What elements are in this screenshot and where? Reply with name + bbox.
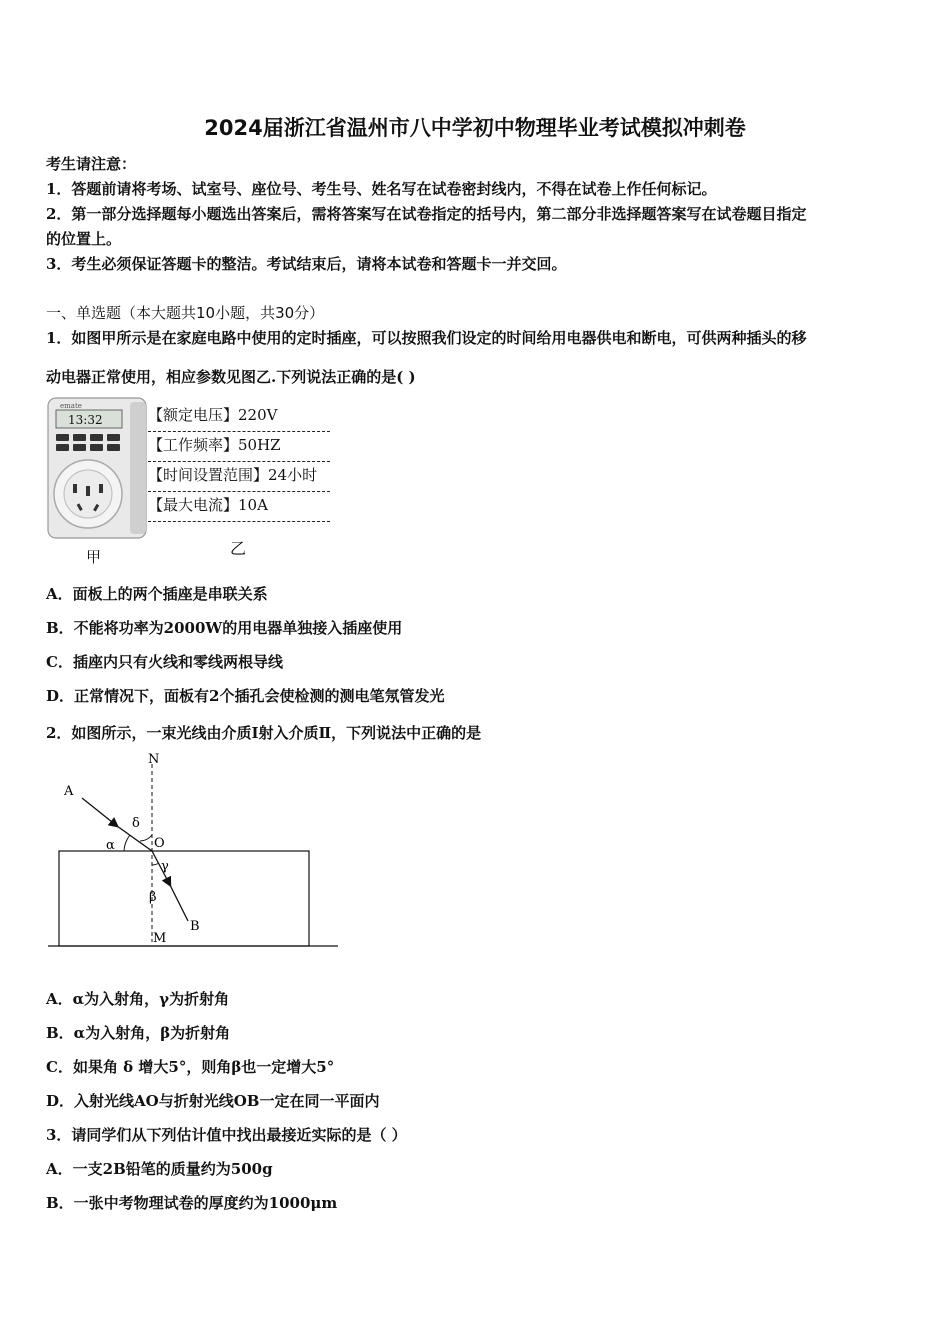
q2-option-b[interactable]: B．α为入射角，β为折射角 xyxy=(46,1024,231,1042)
notice-item-2: 2．第一部分选择题每小题选出答案后，需将答案写在试卷指定的括号内，第二部分非选择题答案写在试卷题目指定 xyxy=(46,205,807,223)
figure-label-a: 甲 xyxy=(86,548,102,566)
param-rated-voltage: 【额定电压】220V xyxy=(148,402,330,432)
device-display: 13:32 xyxy=(68,413,103,427)
q2-option-d[interactable]: D．入射光线AO与折射光线OB一定在同一平面内 xyxy=(46,1092,380,1110)
notice-item-2-cont: 的位置上。 xyxy=(46,230,122,248)
label-N: N xyxy=(148,752,160,767)
label-delta: δ xyxy=(132,816,140,831)
q1-option-c[interactable]: C．插座内只有火线和零线两根导线 xyxy=(46,653,283,671)
timer-socket-figure xyxy=(46,396,150,544)
q2-option-c[interactable]: C．如果角 δ 增大5°，则角β也一定增大5° xyxy=(46,1058,335,1076)
q2-stem: 2．如图所示，一束光线由介质Ⅰ射入介质Ⅱ，下列说法中正确的是 xyxy=(46,724,482,742)
q1-stem-line2: 动电器正常使用，相应参数见图乙.下列说法正确的是( ) xyxy=(46,368,416,386)
section-heading: 一、单选题（本大题共10小题，共30分） xyxy=(46,304,325,322)
param-time-range: 【时间设置范围】24小时 xyxy=(148,462,330,492)
label-gamma: γ xyxy=(161,859,169,874)
label-alpha: α xyxy=(106,838,115,853)
q3-option-a[interactable]: A．一支2B铅笔的质量约为500g xyxy=(46,1160,273,1178)
q1-option-a[interactable]: A．面板上的两个插座是串联关系 xyxy=(46,585,268,603)
refracted-ray xyxy=(170,885,188,921)
incident-ray-arrow xyxy=(82,798,117,826)
q3-stem: 3．请同学们从下列估计值中找出最接近实际的是（ ） xyxy=(46,1126,407,1144)
page-title: 2024届浙江省温州市八中学初中物理毕业考试模拟冲刺卷 xyxy=(204,116,746,140)
q2-option-a[interactable]: A．α为入射角，γ为折射角 xyxy=(46,990,230,1008)
notice-item-1: 1．答题前请将考场、试室号、座位号、考生号、姓名写在试卷密封线内，不得在试卷上作任何标记。 xyxy=(46,180,717,198)
q1-option-b[interactable]: B．不能将功率为2000W的用电器单独接入插座使用 xyxy=(46,619,403,637)
param-table xyxy=(148,402,330,522)
label-A: A xyxy=(64,784,74,799)
param-max-current: 【最大电流】10A xyxy=(148,492,330,522)
label-beta: β xyxy=(149,890,157,905)
label-M: M xyxy=(153,931,167,946)
figure-label-b: 乙 xyxy=(230,539,247,558)
label-O: O xyxy=(154,836,165,851)
param-frequency: 【工作频率】50HZ xyxy=(148,432,330,462)
device-brand: emate xyxy=(60,402,82,410)
notice-item-3: 3．考生必须保证答题卡的整洁。考试结束后，请将本试卷和答题卡一并交回。 xyxy=(46,255,567,273)
refraction-diagram xyxy=(40,750,350,956)
q1-stem-line1: 1．如图甲所示是在家庭电路中使用的定时插座，可以按照我们设定的时间给用电器供电和断电，可供两种插头的移 xyxy=(46,329,807,347)
q1-option-d[interactable]: D．正常情况下，面板有2个插孔会使检测的测电笔氖管发光 xyxy=(46,687,445,705)
notice-heading: 考生请注意： xyxy=(46,155,137,173)
label-B: B xyxy=(190,919,200,934)
medium-block xyxy=(59,851,309,946)
q3-option-b[interactable]: B．一张中考物理试卷的厚度约为1000μm xyxy=(46,1194,338,1212)
